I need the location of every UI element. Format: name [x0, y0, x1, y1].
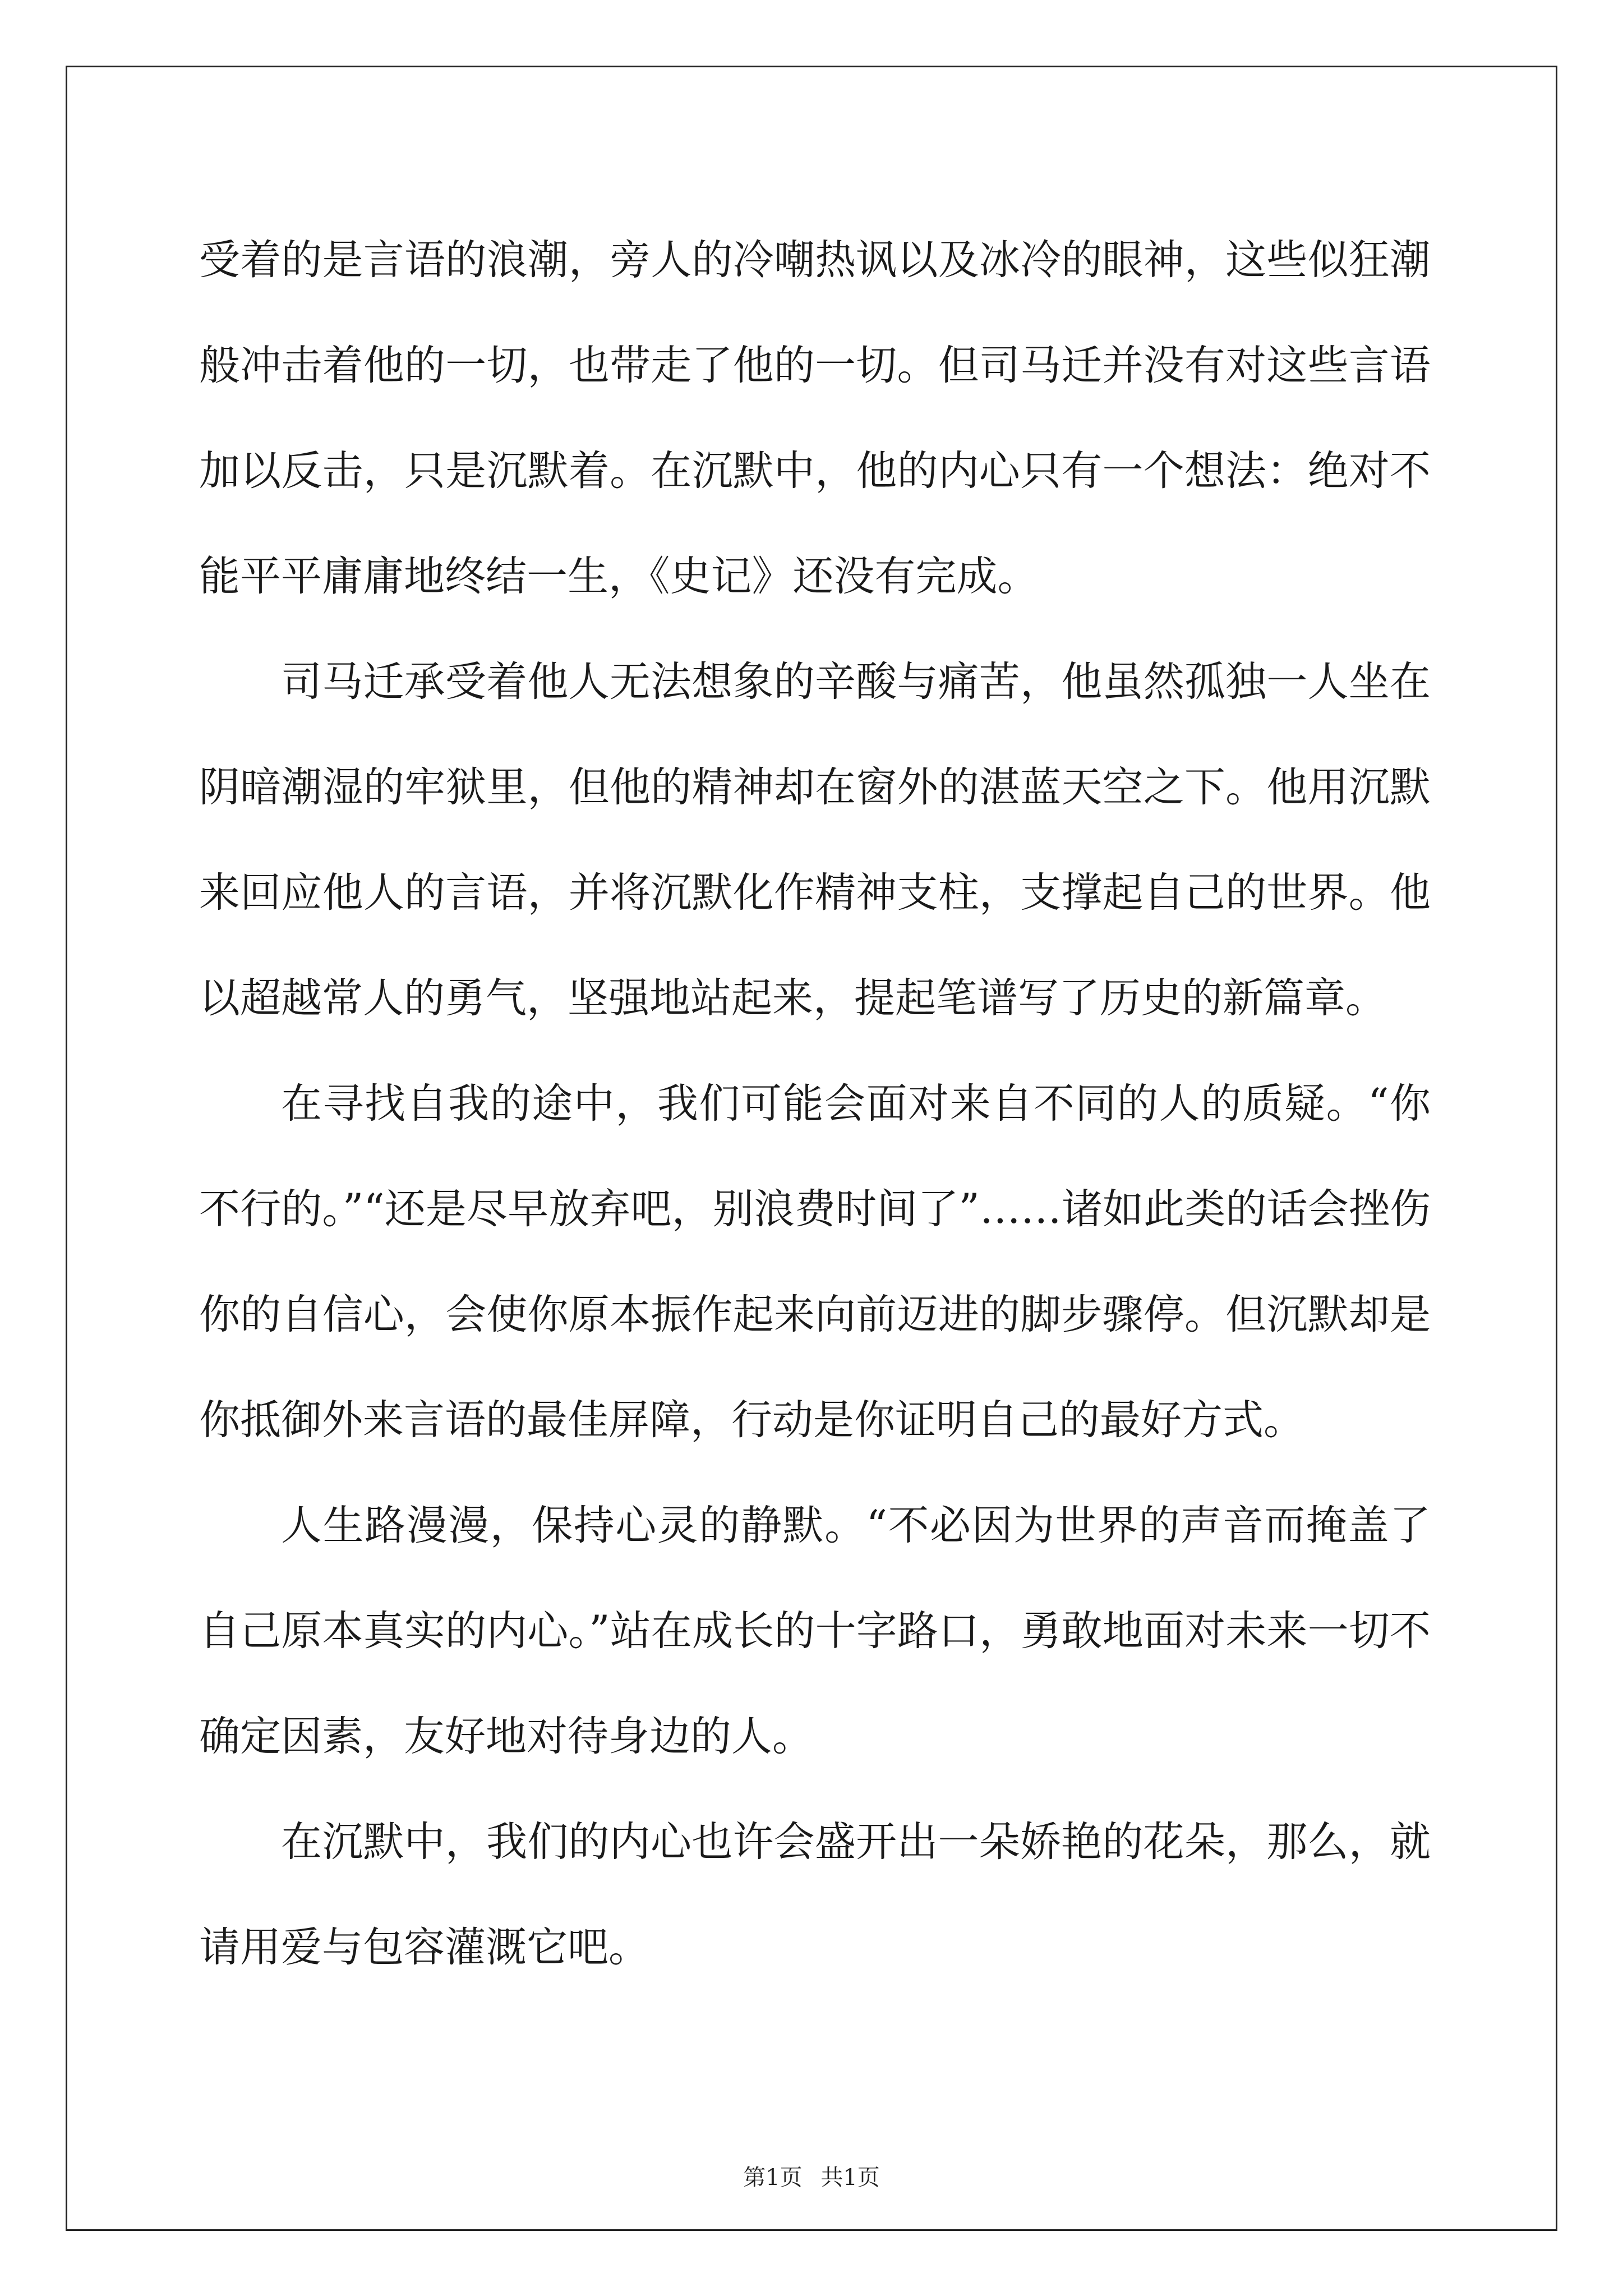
paragraph-1: 受着的是言语的浪潮，旁人的冷嘲热讽以及冰冷的眼神，这些似狂潮般冲击着他的一切，也带走了他的一切。但司马迁并没有对这些言语加以反击，只是沉默着。在沉默中，他的内心只有一个想法：绝对不能平平庸庸地终结一生，《史记》还没有完成。 [199, 236, 1431, 600]
paragraph-3: 在寻找自我的途中，我们可能会面对来自不同的人的质疑。“你不行的。”“还是尽早放弃吧，别浪费时间了”……诸如此类的话会挫伤你的自信心，会使你原本振作起来向前迈进的脚步骤停。但沉默却是你抵御外来言语的最佳屏障，行动是你证明自己的最好方式。 [199, 1080, 1431, 1444]
paragraph-4: 人生路漫漫，保持心灵的静默。“不必因为世界的声音而掩盖了自己原本真实的内心。”站在成长的十字路口，勇敢地面对未来一切不确定因素，友好地对待身边的人。 [199, 1502, 1431, 1760]
document-body [199, 208, 1431, 2000]
paragraph-2: 司马迁承受着他人无法想象的辛酸与痛苦，他虽然孤独一人坐在阴暗潮湿的牢狱里，但他的精神却在窗外的湛蓝天空之下。他用沉默来回应他人的言语，并将沉默化作精神支柱，支撑起自己的世界。他以超越常人的勇气，坚强地站起来，提起笔谱写了历史的新篇章。 [199, 658, 1431, 1022]
page-total: 共1页 [820, 2165, 880, 2191]
page-footer [0, 2160, 1623, 2192]
page-number: 第1页 [743, 2165, 803, 2191]
paragraph-5: 在沉默中，我们的内心也许会盛开出一朵娇艳的花朵，那么，就请用爱与包容灌溉它吧。 [199, 1818, 1431, 1971]
